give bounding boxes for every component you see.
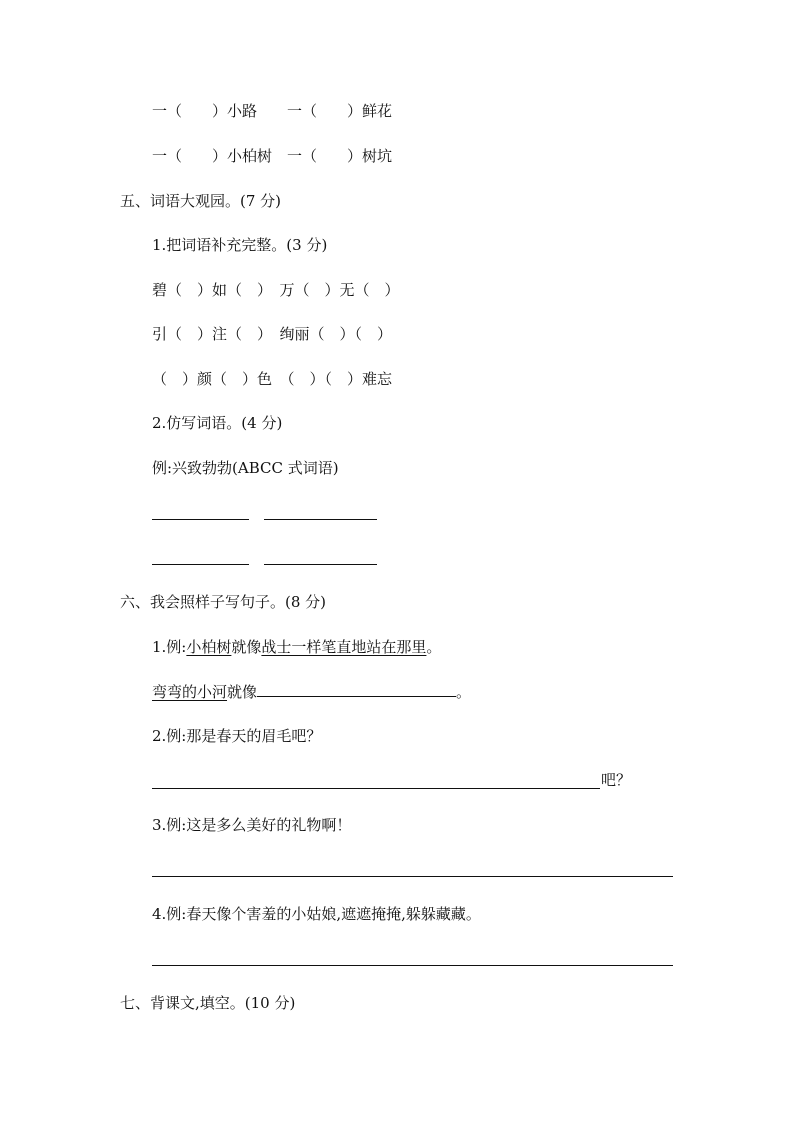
answer-blank[interactable] — [152, 564, 249, 565]
answer-blank[interactable] — [152, 965, 673, 966]
q6-3-example: 3.例:这是多么美好的礼物啊！ — [152, 816, 352, 834]
fill-line-2: 一（ ）小柏树 一（ ）树坑 — [152, 147, 393, 165]
q6-1-answer-line — [152, 681, 471, 702]
answer-blank[interactable] — [152, 519, 249, 520]
answer-blank[interactable] — [152, 876, 673, 877]
q6-1-prefix: 1.例: — [152, 638, 187, 656]
q6-2-answer-end: 吧？ — [601, 771, 632, 789]
answer-blank[interactable] — [264, 564, 377, 565]
section-6-title: 六、我会照样子写句子。(8 分) — [120, 593, 327, 611]
q5-1-title: 1.把词语补充完整。(3 分) — [152, 236, 328, 254]
fill-line-1: 一（ ）小路 一（ ）鲜花 — [152, 102, 393, 120]
q6-1-subject: 小柏树 — [186, 638, 232, 656]
answer-blank[interactable] — [152, 788, 600, 789]
q6-2-example: 2.例:那是春天的眉毛吧？ — [152, 727, 322, 745]
q6-1-answer-subject: 弯弯的小河 — [152, 683, 228, 701]
answer-blank[interactable] — [257, 681, 456, 697]
q5-2-example: 例:兴致勃勃(ABCC 式词语) — [152, 459, 339, 477]
q6-1-example — [152, 637, 441, 657]
q5-1-line-3: （ ）颜（ ）色 （ ）（ ）难忘 — [152, 370, 393, 388]
q6-1-answer-verb: 就像 — [227, 683, 258, 701]
q5-1-line-2: 引（ ）注（ ） 绚丽（ ）（ ） — [152, 325, 393, 343]
section-7-title: 七、背课文,填空。(10 分) — [120, 994, 296, 1012]
q6-1-predicate: 战士一样笔直地站在那里 — [261, 638, 427, 656]
section-5-title: 五、词语大观园。(7 分) — [120, 192, 282, 210]
q5-2-title: 2.仿写词语。(4 分) — [152, 414, 283, 432]
answer-blank[interactable] — [264, 519, 377, 520]
q6-1-end: 。 — [426, 638, 442, 656]
q6-1-answer-end: 。 — [456, 683, 472, 701]
q5-1-line-1: 碧（ ）如（ ） 万（ ）无（ ） — [152, 281, 400, 299]
q6-4-example: 4.例:春天像个害羞的小姑娘,遮遮掩掩,躲躲藏藏。 — [152, 905, 481, 923]
q6-1-verb: 就像 — [231, 638, 262, 656]
